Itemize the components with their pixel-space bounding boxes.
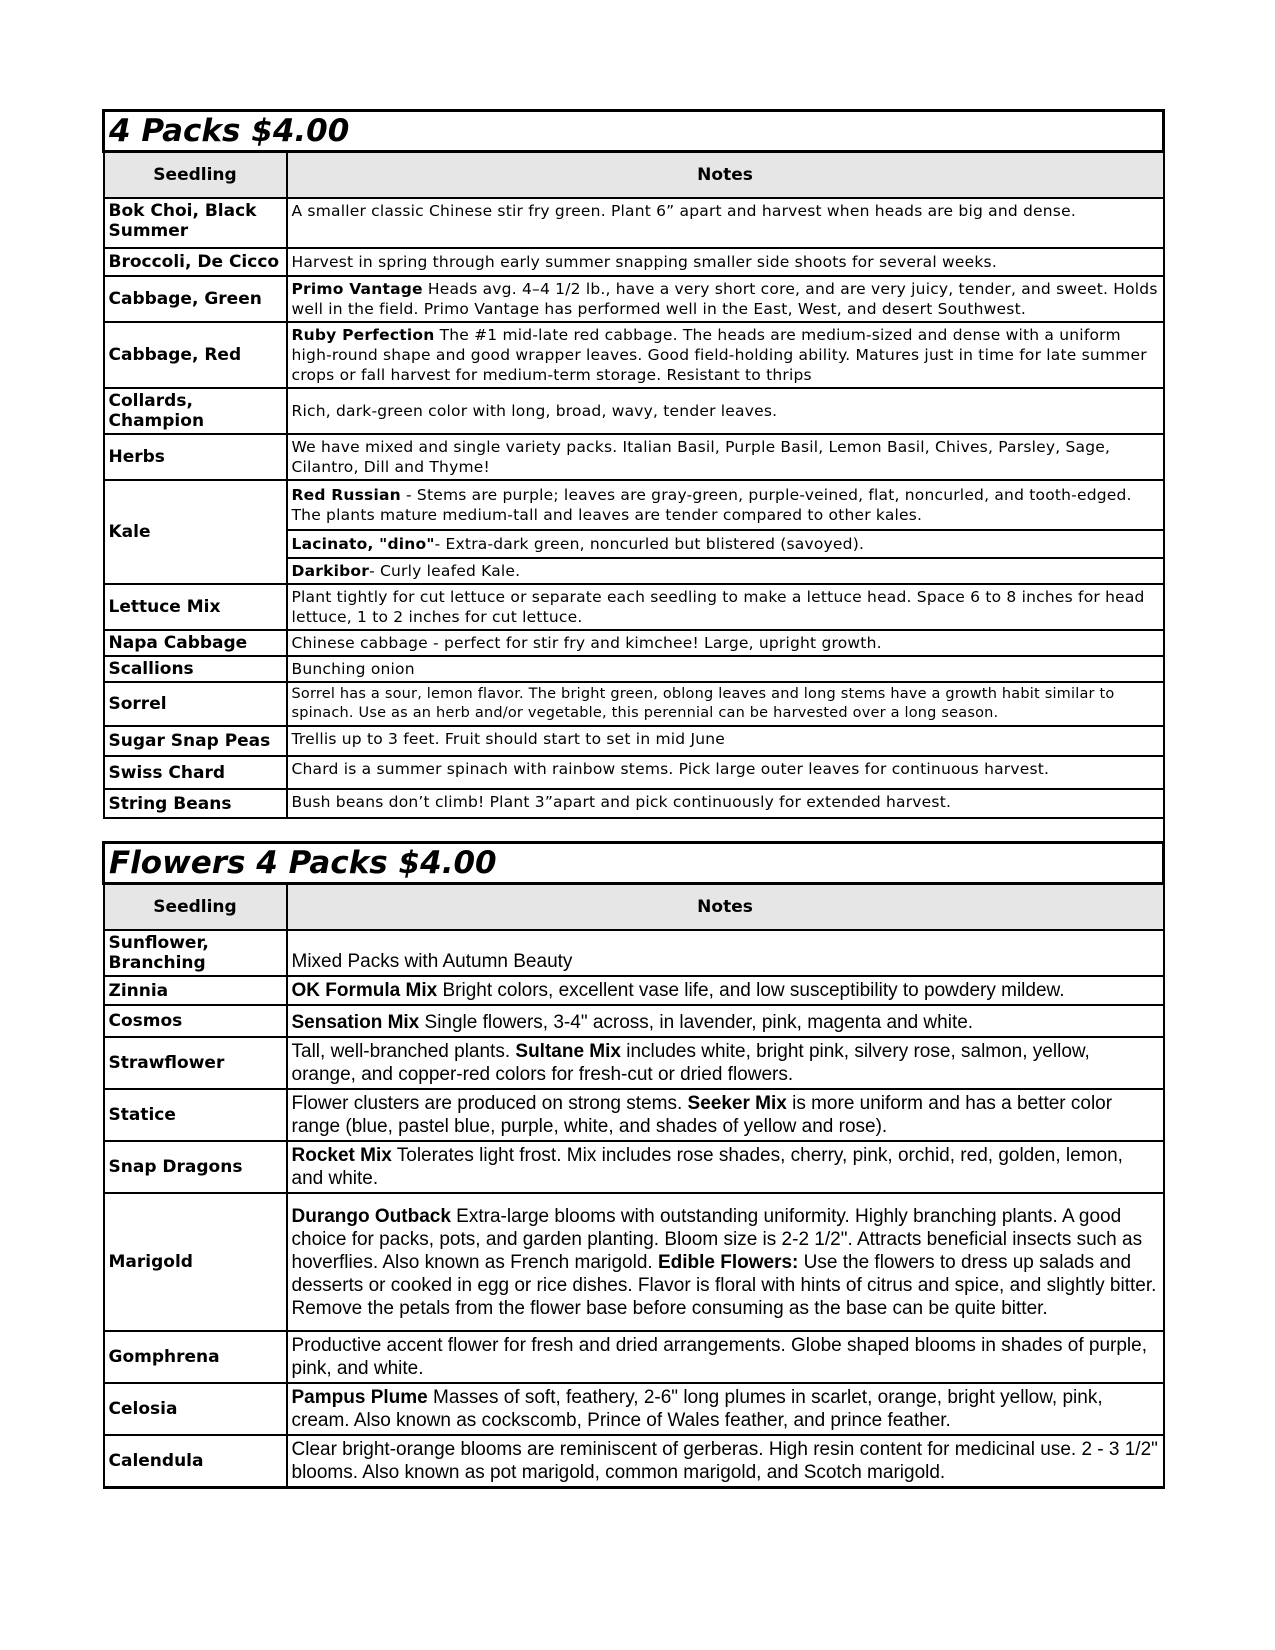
variety-name: Durango Outback <box>291 1205 451 1227</box>
table-row <box>104 630 1164 656</box>
seedling-note: Bush beans don’t climb! Plant 3”apart and pick continuously for extended harvest. <box>287 789 1164 818</box>
variety-name: Darkibor <box>291 562 370 580</box>
seedling-note: Darkibor- Curly leafed Kale. <box>287 558 1164 584</box>
table-row <box>104 322 1164 388</box>
seedling-note: Sensation Mix Single flowers, 3-4" across, in lavender, pink, magenta and white. <box>287 1005 1164 1037</box>
table-row <box>104 1089 1164 1141</box>
seedling-name: Napa Cabbage <box>104 630 287 656</box>
seedling-note: Bunching onion <box>287 656 1164 682</box>
seedling-note: Tall, well-branched plants. Sultane Mix includes white, bright pink, silvery rose, salmon, yellow, orange, and copper-red colors for fresh-cut or dried flowers. <box>287 1037 1164 1089</box>
seedling-name: Collards, Champion <box>104 388 287 434</box>
table-row <box>104 682 1164 726</box>
variety-name: Lacinato, "dino" <box>291 535 435 553</box>
table-row <box>104 480 1164 530</box>
seedling-note: Lacinato, "dino"- Extra-dark green, noncurled but blistered (savoyed). <box>287 530 1164 558</box>
table-row <box>104 1383 1164 1435</box>
veg-table-title: 4 Packs $4.00 <box>104 111 1164 152</box>
table-spacer <box>104 818 1164 842</box>
seedling-note: Sorrel has a sour, lemon flavor. The bright green, oblong leaves and long stems have a growth habit similar to spinach. Use as an herb and/or vegetable, this perennial can be harvested over a long season. <box>287 682 1164 726</box>
seedling-name: Snap Dragons <box>104 1141 287 1193</box>
seedling-name: Herbs <box>104 434 287 480</box>
seedling-note: Productive accent flower for fresh and dried arrangements. Globe shaped blooms in shades of purple, pink, and white. <box>287 1331 1164 1383</box>
seedling-note: Flower clusters are produced on strong stems. Seeker Mix is more uniform and has a better color range (blue, pastel blue, purple, white, and shades of yellow and rose). <box>287 1089 1164 1141</box>
seedling-note: OK Formula Mix Bright colors, excellent vase life, and low susceptibility to powdery mildew. <box>287 976 1164 1005</box>
seedling-name: Lettuce Mix <box>104 584 287 630</box>
table-row <box>104 198 1164 248</box>
table-row <box>104 656 1164 682</box>
seedling-note: Red Russian - Stems are purple; leaves are gray-green, purple-veined, flat, noncurled, and tooth-edged. The plants mature medium-tall and leaves are tender compared to other kales. <box>287 480 1164 530</box>
table-row <box>104 434 1164 480</box>
seedling-note: Clear bright-orange blooms are reminiscent of gerberas. High resin content for medicinal use. 2 - 3 1/2" blooms. Also known as pot marigold, common marigold, and Scotch marigold. <box>287 1435 1164 1488</box>
seedling-note: Primo Vantage Heads avg. 4–4 1/2 lb., have a very short core, and are very juicy, tender, and sweet. Holds well in the field. Primo Vantage has performed well in the East, West, and desert Southwest. <box>287 276 1164 322</box>
table-row <box>104 388 1164 434</box>
seedling-name: Zinnia <box>104 976 287 1005</box>
seedling-note: A smaller classic Chinese stir fry green. Plant 6” apart and harvest when heads are big and dense. <box>287 198 1164 248</box>
table-row <box>104 1331 1164 1383</box>
seedling-name: Scallions <box>104 656 287 682</box>
table-row <box>104 1141 1164 1193</box>
seedling-note: Ruby Perfection The #1 mid-late red cabbage. The heads are medium-sized and dense with a uniform high-round shape and good wrapper leaves. Good field-holding ability. Matures just in time for late summer crops or fall harvest for medium-term storage. Resistant to thrips <box>287 322 1164 388</box>
seedling-note: We have mixed and single variety packs. Italian Basil, Purple Basil, Lemon Basil, Chives, Parsley, Sage, Cilantro, Dill and Thyme! <box>287 434 1164 480</box>
table-row <box>104 1193 1164 1331</box>
variety-name: Seeker Mix <box>687 1093 787 1114</box>
seedling-name: Marigold <box>104 1193 287 1331</box>
table-row <box>104 1435 1164 1488</box>
seedling-name: Cosmos <box>104 1005 287 1037</box>
variety-name: Sultane Mix <box>515 1041 621 1062</box>
table-row <box>104 1037 1164 1089</box>
seedling-note: Trellis up to 3 feet. Fruit should start to set in mid June <box>287 726 1164 756</box>
seedling-note: Mixed Packs with Autumn Beauty <box>287 930 1164 976</box>
seedling-note: Chinese cabbage - perfect for stir fry and kimchee! Large, upright growth. <box>287 630 1164 656</box>
seedling-name: Bok Choi, Black Summer <box>104 198 287 248</box>
seedling-name: Calendula <box>104 1435 287 1488</box>
table-row <box>104 789 1164 818</box>
seedling-name: Sugar Snap Peas <box>104 726 287 756</box>
seedling-note: Pampus Plume Masses of soft, feathery, 2-6" long plumes in scarlet, orange, bright yellow, pink, cream. Also known as cockscomb, Prince of Wales feather, and prince feather. <box>287 1383 1164 1435</box>
variety-name: Primo Vantage <box>291 280 423 298</box>
seedling-name: Swiss Chard <box>104 756 287 789</box>
seedling-note: Rocket Mix Tolerates light frost. Mix includes rose shades, cherry, pink, orchid, red, golden, lemon, and white. <box>287 1141 1164 1193</box>
table-row <box>104 976 1164 1005</box>
seedling-name: Kale <box>104 480 287 584</box>
seedling-name: Broccoli, De Cicco <box>104 248 287 276</box>
col-header-notes: Notes <box>287 152 1164 199</box>
flowers-table <box>102 841 1165 1489</box>
edible-flowers-label: Edible Flowers: <box>657 1251 799 1273</box>
seedling-note: Durango Outback Extra-large blooms with outstanding uniformity. Highly branching plants. A good choice for packs, pots, and garden planting. Bloom size is 2-2 1/2". Attracts beneficial insects such as hoverflies. Also known as French marigold. Edible Flowers: Use the flowers to dress up salads and desserts or cooked in egg or rice dishes. Flavor is floral with hints of citrus and spice, and slightly bitter. Remove the petals from the flower base before consuming as the base can be quite bitter. <box>287 1193 1164 1331</box>
col-header-notes: Notes <box>287 884 1164 931</box>
seedling-name: Celosia <box>104 1383 287 1435</box>
table-row <box>104 276 1164 322</box>
table-row <box>104 726 1164 756</box>
vegetable-table <box>102 109 1165 843</box>
col-header-seedling: Seedling <box>104 152 287 199</box>
variety-name: Rocket Mix <box>291 1145 392 1166</box>
seedling-note: Harvest in spring through early summer snapping smaller side shoots for several weeks. <box>287 248 1164 276</box>
variety-name: OK Formula Mix <box>291 980 438 1001</box>
seedling-note: Chard is a summer spinach with rainbow stems. Pick large outer leaves for continuous harvest. <box>287 756 1164 789</box>
variety-name: Ruby Perfection <box>291 326 435 344</box>
variety-name: Red Russian <box>291 486 401 504</box>
seedling-name: Sunflower, Branching <box>104 930 287 976</box>
col-header-seedling: Seedling <box>104 884 287 931</box>
seedling-name: Gomphrena <box>104 1331 287 1383</box>
flowers-table-title: Flowers 4 Packs $4.00 <box>104 843 1164 884</box>
seedling-name: Sorrel <box>104 682 287 726</box>
table-row <box>104 584 1164 630</box>
table-row <box>104 1005 1164 1037</box>
seedling-price-list <box>102 109 1165 1489</box>
seedling-note: Plant tightly for cut lettuce or separate each seedling to make a lettuce head. Space 6 to 8 inches for head lettuce, 1 to 2 inches for cut lettuce. <box>287 584 1164 630</box>
variety-name: Pampus Plume <box>291 1387 428 1408</box>
seedling-note: Rich, dark-green color with long, broad, wavy, tender leaves. <box>287 388 1164 434</box>
variety-name: Sensation Mix <box>291 1012 420 1033</box>
seedling-name: String Beans <box>104 789 287 818</box>
seedling-name: Strawflower <box>104 1037 287 1089</box>
table-row <box>104 930 1164 976</box>
table-row <box>104 756 1164 789</box>
seedling-name: Cabbage, Green <box>104 276 287 322</box>
seedling-name: Statice <box>104 1089 287 1141</box>
table-row <box>104 248 1164 276</box>
seedling-name: Cabbage, Red <box>104 322 287 388</box>
